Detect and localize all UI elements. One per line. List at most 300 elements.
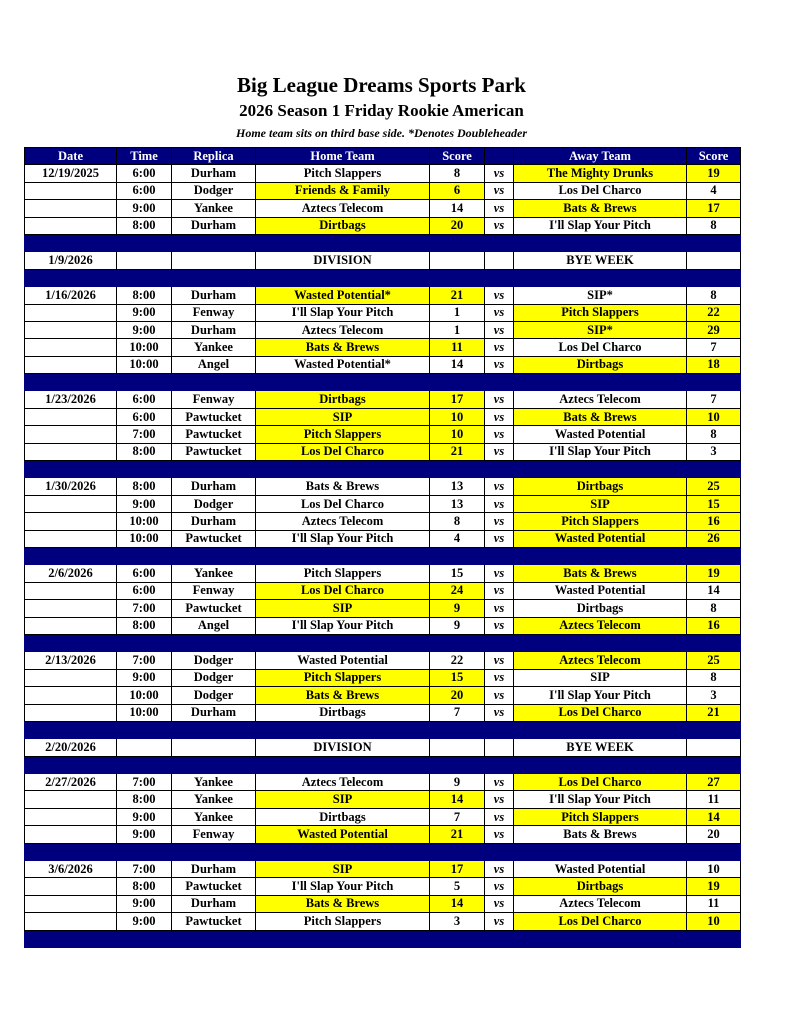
time-cell: 10:00 (117, 687, 172, 704)
home-team-cell: SIP (256, 791, 430, 808)
date-cell (25, 791, 117, 808)
away-score-cell (687, 252, 741, 269)
separator-cell (256, 756, 430, 773)
away-team-cell: BYE WEEK (514, 252, 687, 269)
home-team-cell: DIVISION (256, 252, 430, 269)
time-cell: 7:00 (117, 652, 172, 669)
home-score-cell: 10 (430, 426, 485, 443)
column-header-home-team: Home Team (256, 148, 430, 165)
away-team-cell: BYE WEEK (514, 739, 687, 756)
home-team-cell: I'll Slap Your Pitch (256, 878, 430, 895)
table-row (25, 530, 741, 547)
separator-cell (485, 374, 514, 391)
time-cell: 6:00 (117, 408, 172, 425)
date-cell (25, 408, 117, 425)
home-score-cell: 7 (430, 808, 485, 825)
separator-cell (117, 930, 172, 947)
separator-cell (430, 374, 485, 391)
separator-cell (172, 461, 256, 478)
replica-cell: Dodger (172, 495, 256, 512)
replica-cell: Pawtucket (172, 913, 256, 930)
time-cell: 8:00 (117, 443, 172, 460)
separator-cell (687, 930, 741, 947)
replica-cell: Durham (172, 861, 256, 878)
time-cell: 10:00 (117, 513, 172, 530)
week-separator-row (25, 461, 741, 478)
week-separator-row (25, 634, 741, 651)
home-score-cell: 9 (430, 600, 485, 617)
date-cell: 3/6/2026 (25, 861, 117, 878)
vs-cell: vs (485, 895, 514, 912)
separator-cell (430, 269, 485, 286)
page-subtitle: 2026 Season 1 Friday Rookie American (239, 101, 524, 120)
home-score-cell: 9 (430, 774, 485, 791)
away-score-cell: 10 (687, 913, 741, 930)
separator-cell (256, 634, 430, 651)
home-team-cell: Los Del Charco (256, 495, 430, 512)
week-separator-row (25, 843, 741, 860)
table-row (25, 687, 741, 704)
replica-cell: Angel (172, 617, 256, 634)
replica-cell: Fenway (172, 826, 256, 843)
home-team-cell: Aztecs Telecom (256, 513, 430, 530)
date-cell: 12/19/2025 (25, 165, 117, 182)
vs-cell: vs (485, 704, 514, 721)
table-row (25, 321, 741, 338)
table-row (25, 861, 741, 878)
table-row (25, 217, 741, 234)
date-cell (25, 826, 117, 843)
vs-cell: vs (485, 826, 514, 843)
away-team-cell: Los Del Charco (514, 913, 687, 930)
away-score-cell: 18 (687, 356, 741, 373)
vs-cell: vs (485, 408, 514, 425)
vs-cell: vs (485, 321, 514, 338)
home-team-cell: Dirtbags (256, 217, 430, 234)
separator-cell (485, 721, 514, 738)
separator-cell (256, 930, 430, 947)
replica-cell: Dodger (172, 669, 256, 686)
time-cell: 8:00 (117, 217, 172, 234)
date-cell (25, 426, 117, 443)
time-cell: 9:00 (117, 826, 172, 843)
away-team-cell: Pitch Slappers (514, 513, 687, 530)
home-team-cell: Bats & Brews (256, 339, 430, 356)
replica-cell: Fenway (172, 304, 256, 321)
table-row (25, 391, 741, 408)
time-cell: 7:00 (117, 600, 172, 617)
away-score-cell: 27 (687, 774, 741, 791)
home-team-cell: Bats & Brews (256, 478, 430, 495)
separator-cell (25, 461, 117, 478)
table-row (25, 287, 741, 304)
home-score-cell: 15 (430, 565, 485, 582)
replica-cell: Durham (172, 513, 256, 530)
away-team-cell: Wasted Potential (514, 426, 687, 443)
date-cell (25, 913, 117, 930)
column-header-time: Time (117, 148, 172, 165)
away-score-cell: 16 (687, 617, 741, 634)
home-team-cell: Wasted Potential (256, 652, 430, 669)
separator-cell (687, 234, 741, 251)
away-score-cell: 15 (687, 495, 741, 512)
date-cell (25, 895, 117, 912)
separator-cell (485, 843, 514, 860)
separator-cell (25, 756, 117, 773)
away-team-cell: Dirtbags (514, 356, 687, 373)
date-cell (25, 495, 117, 512)
home-score-cell: 4 (430, 530, 485, 547)
vs-cell: vs (485, 443, 514, 460)
separator-cell (485, 756, 514, 773)
vs-cell: vs (485, 913, 514, 930)
home-score-cell: 9 (430, 617, 485, 634)
table-row (25, 426, 741, 443)
replica-cell: Durham (172, 217, 256, 234)
replica-cell: Yankee (172, 339, 256, 356)
week-separator-row (25, 547, 741, 564)
home-score-cell: 22 (430, 652, 485, 669)
away-score-cell: 3 (687, 687, 741, 704)
separator-cell (430, 234, 485, 251)
separator-cell (514, 461, 687, 478)
home-team-cell: Pitch Slappers (256, 669, 430, 686)
vs-cell: vs (485, 391, 514, 408)
away-score-cell: 7 (687, 339, 741, 356)
table-row (25, 165, 741, 182)
column-header-away-team: Away Team (514, 148, 687, 165)
vs-cell: vs (485, 861, 514, 878)
table-row (25, 478, 741, 495)
vs-cell: vs (485, 513, 514, 530)
bye-week-row (25, 252, 741, 269)
table-row (25, 895, 741, 912)
table-row (25, 669, 741, 686)
separator-cell (514, 547, 687, 564)
away-score-cell: 10 (687, 861, 741, 878)
away-team-cell: The Mighty Drunks (514, 165, 687, 182)
vs-cell: vs (485, 426, 514, 443)
time-cell: 6:00 (117, 391, 172, 408)
date-cell (25, 808, 117, 825)
separator-cell (514, 374, 687, 391)
separator-cell (485, 234, 514, 251)
time-cell: 6:00 (117, 165, 172, 182)
table-row (25, 617, 741, 634)
separator-cell (117, 269, 172, 286)
vs-cell: vs (485, 339, 514, 356)
away-team-cell: Wasted Potential (514, 582, 687, 599)
week-separator-row (25, 721, 741, 738)
vs-cell: vs (485, 304, 514, 321)
separator-cell (687, 756, 741, 773)
time-cell: 8:00 (117, 878, 172, 895)
home-score-cell: 14 (430, 356, 485, 373)
table-row (25, 652, 741, 669)
separator-cell (25, 374, 117, 391)
replica-cell: Yankee (172, 774, 256, 791)
separator-cell (430, 461, 485, 478)
separator-cell (430, 721, 485, 738)
vs-cell: vs (485, 600, 514, 617)
away-team-cell: SIP (514, 495, 687, 512)
time-cell: 8:00 (117, 287, 172, 304)
date-cell (25, 339, 117, 356)
home-score-cell: 13 (430, 495, 485, 512)
date-cell (25, 530, 117, 547)
date-cell: 1/30/2026 (25, 478, 117, 495)
replica-cell: Dodger (172, 182, 256, 199)
date-cell (25, 217, 117, 234)
away-score-cell: 11 (687, 895, 741, 912)
away-score-cell: 14 (687, 808, 741, 825)
date-cell (25, 304, 117, 321)
separator-cell (514, 843, 687, 860)
separator-cell (172, 374, 256, 391)
date-cell: 1/23/2026 (25, 391, 117, 408)
separator-cell (687, 547, 741, 564)
home-team-cell: Dirtbags (256, 704, 430, 721)
date-cell: 2/13/2026 (25, 652, 117, 669)
week-separator-row (25, 374, 741, 391)
date-cell (25, 687, 117, 704)
replica-cell: Fenway (172, 391, 256, 408)
separator-cell (514, 234, 687, 251)
away-score-cell: 25 (687, 652, 741, 669)
table-row (25, 704, 741, 721)
away-score-cell: 19 (687, 165, 741, 182)
home-score-cell: 20 (430, 687, 485, 704)
home-score-cell: 1 (430, 321, 485, 338)
time-cell: 8:00 (117, 478, 172, 495)
replica-cell: Pawtucket (172, 408, 256, 425)
date-cell (25, 600, 117, 617)
table-row (25, 304, 741, 321)
home-team-cell: Aztecs Telecom (256, 774, 430, 791)
vs-cell: vs (485, 791, 514, 808)
home-score-cell: 8 (430, 165, 485, 182)
home-score-cell: 7 (430, 704, 485, 721)
separator-cell (172, 756, 256, 773)
vs-cell: vs (485, 669, 514, 686)
home-score-cell: 15 (430, 669, 485, 686)
table-row (25, 356, 741, 373)
time-cell: 7:00 (117, 426, 172, 443)
replica-cell: Yankee (172, 791, 256, 808)
separator-cell (117, 374, 172, 391)
home-team-cell: I'll Slap Your Pitch (256, 304, 430, 321)
away-score-cell: 8 (687, 287, 741, 304)
page-title: Big League Dreams Sports Park (237, 73, 526, 97)
date-cell (25, 878, 117, 895)
home-score-cell (430, 739, 485, 756)
away-team-cell: Bats & Brews (514, 408, 687, 425)
away-team-cell: I'll Slap Your Pitch (514, 687, 687, 704)
separator-cell (172, 547, 256, 564)
separator-cell (485, 930, 514, 947)
time-cell: 9:00 (117, 669, 172, 686)
time-cell: 9:00 (117, 913, 172, 930)
date-cell (25, 356, 117, 373)
time-cell: 6:00 (117, 182, 172, 199)
week-separator-row (25, 234, 741, 251)
table-row (25, 495, 741, 512)
separator-cell (514, 756, 687, 773)
replica-cell: Yankee (172, 200, 256, 217)
home-score-cell: 21 (430, 443, 485, 460)
away-team-cell: Aztecs Telecom (514, 391, 687, 408)
replica-cell: Dodger (172, 652, 256, 669)
separator-cell (25, 547, 117, 564)
table-row (25, 791, 741, 808)
separator-cell (25, 930, 117, 947)
home-score-cell: 13 (430, 478, 485, 495)
page-note: Home team sits on third base side. *Denotes Doubleheader (236, 126, 527, 140)
home-team-cell: Bats & Brews (256, 895, 430, 912)
table-row (25, 513, 741, 530)
column-header-date: Date (25, 148, 117, 165)
separator-cell (485, 269, 514, 286)
vs-cell: vs (485, 182, 514, 199)
separator-cell (25, 721, 117, 738)
schedule-table (24, 147, 741, 948)
date-cell (25, 704, 117, 721)
separator-cell (687, 843, 741, 860)
home-team-cell: Pitch Slappers (256, 565, 430, 582)
replica-cell: Durham (172, 287, 256, 304)
replica-cell: Durham (172, 895, 256, 912)
date-cell (25, 513, 117, 530)
date-cell: 1/16/2026 (25, 287, 117, 304)
home-team-cell: I'll Slap Your Pitch (256, 617, 430, 634)
separator-cell (687, 461, 741, 478)
week-separator-row (25, 269, 741, 286)
table-row (25, 878, 741, 895)
column-header-away-score: Score (687, 148, 741, 165)
away-score-cell: 14 (687, 582, 741, 599)
away-score-cell: 16 (687, 513, 741, 530)
home-team-cell: Dirtbags (256, 391, 430, 408)
replica-cell: Pawtucket (172, 443, 256, 460)
vs-cell: vs (485, 582, 514, 599)
date-cell (25, 582, 117, 599)
vs-cell: vs (485, 356, 514, 373)
date-cell (25, 200, 117, 217)
date-cell (25, 182, 117, 199)
away-team-cell: Aztecs Telecom (514, 895, 687, 912)
separator-cell (172, 234, 256, 251)
away-score-cell: 17 (687, 200, 741, 217)
vs-cell (485, 739, 514, 756)
home-score-cell: 24 (430, 582, 485, 599)
time-cell (117, 252, 172, 269)
table-row (25, 443, 741, 460)
vs-cell: vs (485, 774, 514, 791)
separator-cell (25, 634, 117, 651)
home-score-cell: 20 (430, 217, 485, 234)
separator-cell (172, 843, 256, 860)
header-row (25, 148, 741, 165)
time-cell: 10:00 (117, 356, 172, 373)
away-score-cell: 8 (687, 669, 741, 686)
home-score-cell: 11 (430, 339, 485, 356)
home-score-cell: 14 (430, 895, 485, 912)
away-team-cell: Wasted Potential (514, 861, 687, 878)
away-team-cell: SIP (514, 669, 687, 686)
away-team-cell: Wasted Potential (514, 530, 687, 547)
away-score-cell: 8 (687, 600, 741, 617)
separator-cell (117, 843, 172, 860)
replica-cell: Durham (172, 704, 256, 721)
away-team-cell: I'll Slap Your Pitch (514, 443, 687, 460)
away-team-cell: Dirtbags (514, 600, 687, 617)
separator-cell (117, 634, 172, 651)
home-score-cell: 14 (430, 200, 485, 217)
away-team-cell: SIP* (514, 287, 687, 304)
separator-cell (687, 721, 741, 738)
away-score-cell: 7 (687, 391, 741, 408)
table-row (25, 913, 741, 930)
away-score-cell (687, 739, 741, 756)
table-row (25, 600, 741, 617)
separator-cell (256, 461, 430, 478)
away-score-cell: 26 (687, 530, 741, 547)
away-score-cell: 19 (687, 878, 741, 895)
separator-cell (430, 756, 485, 773)
vs-cell: vs (485, 652, 514, 669)
home-team-cell: Bats & Brews (256, 687, 430, 704)
separator-cell (172, 930, 256, 947)
separator-cell (256, 234, 430, 251)
away-team-cell: Bats & Brews (514, 565, 687, 582)
vs-cell: vs (485, 217, 514, 234)
column-header-vs (485, 148, 514, 165)
home-team-cell: Friends & Family (256, 182, 430, 199)
week-separator-row (25, 756, 741, 773)
separator-cell (256, 843, 430, 860)
table-row (25, 826, 741, 843)
replica-cell: Yankee (172, 808, 256, 825)
time-cell: 6:00 (117, 565, 172, 582)
table-row (25, 582, 741, 599)
replica-cell: Pawtucket (172, 878, 256, 895)
away-team-cell: I'll Slap Your Pitch (514, 217, 687, 234)
separator-cell (687, 634, 741, 651)
table-row (25, 408, 741, 425)
replica-cell: Pawtucket (172, 426, 256, 443)
away-team-cell: Bats & Brews (514, 200, 687, 217)
away-score-cell: 4 (687, 182, 741, 199)
home-team-cell: SIP (256, 600, 430, 617)
separator-cell (117, 234, 172, 251)
home-score-cell: 21 (430, 826, 485, 843)
vs-cell: vs (485, 478, 514, 495)
home-team-cell: Aztecs Telecom (256, 200, 430, 217)
away-team-cell: Pitch Slappers (514, 808, 687, 825)
vs-cell (485, 252, 514, 269)
home-team-cell: Los Del Charco (256, 443, 430, 460)
separator-cell (25, 234, 117, 251)
home-score-cell: 17 (430, 861, 485, 878)
away-score-cell: 8 (687, 217, 741, 234)
away-score-cell: 29 (687, 321, 741, 338)
away-team-cell: Aztecs Telecom (514, 617, 687, 634)
away-team-cell: I'll Slap Your Pitch (514, 791, 687, 808)
date-cell: 2/6/2026 (25, 565, 117, 582)
away-score-cell: 11 (687, 791, 741, 808)
table-row (25, 774, 741, 791)
home-team-cell: Pitch Slappers (256, 165, 430, 182)
